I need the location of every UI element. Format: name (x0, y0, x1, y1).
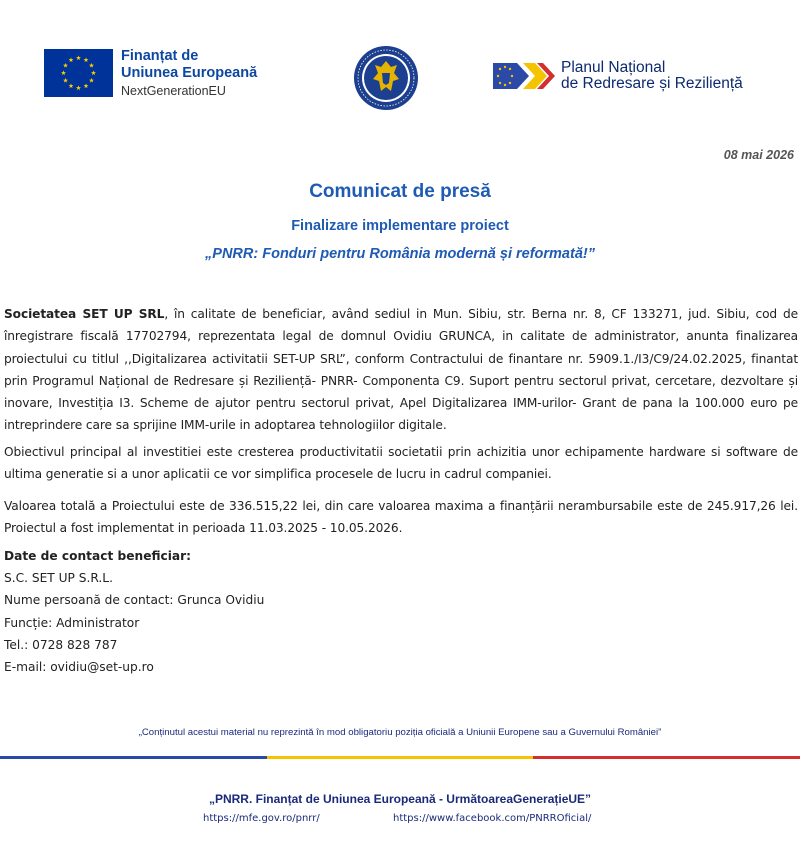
eu-star-icon (61, 70, 66, 75)
paragraph-project-value: Valoarea totală a Proiectului este de 336.515,22 lei, din care valoarea maxima a finanțării nerambursabile este de 245.917,26 lei. Proiectul a fost implementat in perioada 11.03.2025 - 10.05.2026. (4, 499, 798, 536)
eu-flag-icon (44, 49, 113, 97)
eu-star-icon (76, 55, 81, 60)
contact-person: Nume persoană de contact: Grunca Ovidiu (4, 593, 265, 608)
pnrr-logo-line2: de Redresare și Reziliență (561, 75, 743, 92)
pnrr-logo (493, 57, 743, 95)
eu-star-icon (69, 57, 74, 62)
pnrr-logo-line1: Planul Național (561, 58, 666, 76)
contact-email: E-mail: ovidiu@set-up.ro (4, 660, 154, 675)
eu-star-icon (63, 63, 68, 68)
tricolor-divider (0, 756, 800, 759)
page-title: Comunicat de presă (309, 181, 491, 202)
contact-role: Funcție: Administrator (4, 615, 140, 630)
contact-heading: Date de contact beneficiar: (4, 549, 192, 563)
contact-phone: Tel.: 0728 828 787 (4, 637, 118, 652)
document-date: 08 mai 2026 (723, 148, 794, 162)
contact-company: S.C. SET UP S.R.L. (4, 571, 113, 586)
divider-red-stripe (533, 756, 800, 759)
eu-star-icon (91, 70, 96, 75)
eu-star-icon (89, 63, 94, 68)
page-subtitle: Finalizare implementare proiect (291, 218, 509, 234)
romanian-government-seal-icon (353, 45, 419, 111)
divider-blue-stripe (0, 756, 267, 759)
eu-star-icon (69, 83, 74, 88)
eu-star-icon (84, 57, 89, 62)
company-name: Societatea SET UP SRL (4, 307, 165, 321)
footer-link-mfe[interactable]: https://mfe.gov.ro/pnrr/ (203, 813, 320, 824)
eu-star-icon (76, 85, 81, 90)
paragraph-project-intro-text: , în calitate de beneficiar, având sediul in Mun. Sibiu, str. Berna nr. 8, CF 133271, jud. Sibiu, cod de înregistrare fiscală 17702794, reprezentata legal de domnul Ovidiu GRUNCA, in calitate de administrator, anunta finalizarea proiectului cu titlul ,,Digitalizarea activitatii SET-UP SRL”, conform Contractului de finantare nr. 5909.1./I3/C9/24.02.2025, finantat prin Programul Național de Redresare și Reziliență- PNRR- Componenta C9. Suport pentru sectorul privat, cercetare, dezvoltare și inovare, Investiția I3. Scheme de ajutor pentru sectorul privat, Apel Digitalizarea IMM-urilor- Grant de pana la 100.000 euro pe intreprindere care sa sprijine IMM-urile in adoptarea tehnologiilor digitale. (4, 307, 798, 433)
pnrr-logo-icon (493, 57, 555, 95)
eu-star-icon (84, 83, 89, 88)
eu-logo-text (121, 49, 257, 98)
eu-star-icon (89, 78, 94, 83)
divider-yellow-stripe (267, 756, 534, 759)
eu-logo-line1: Finanțat de (121, 48, 199, 64)
footer-disclaimer: „Conținutul acestui material nu reprezintă în mod obligatoriu poziția oficială a Uniunii Europene sau a Guvernului României” (138, 727, 662, 738)
footer-title: „PNRR. Finanțat de Uniunea Europeană - UrmătoareaGenerațieUE” (208, 792, 592, 806)
eu-logo-line2: Uniunea Europeană (121, 64, 258, 81)
eu-logo-line3: NextGenerationEU (121, 84, 226, 98)
program-slogan: „PNRR: Fonduri pentru România modernă și reformată!” (205, 246, 595, 262)
paragraph-objective: Obiectivul principal al investitiei este cresterea productivitatii societatii prin achizitia unor echipamente hardware si software de ultima generatie si a unor aplicatii ce vor simplifica procesele de lucru in cadrul companiei. (4, 445, 798, 482)
contact-block (4, 545, 264, 678)
eu-star-icon (63, 78, 68, 83)
pnrr-logo-text (561, 60, 743, 93)
eu-funding-logo (44, 49, 257, 98)
paragraph-project-intro (4, 303, 798, 437)
footer-link-facebook[interactable]: https://www.facebook.com/PNRROficial/ (393, 813, 592, 824)
